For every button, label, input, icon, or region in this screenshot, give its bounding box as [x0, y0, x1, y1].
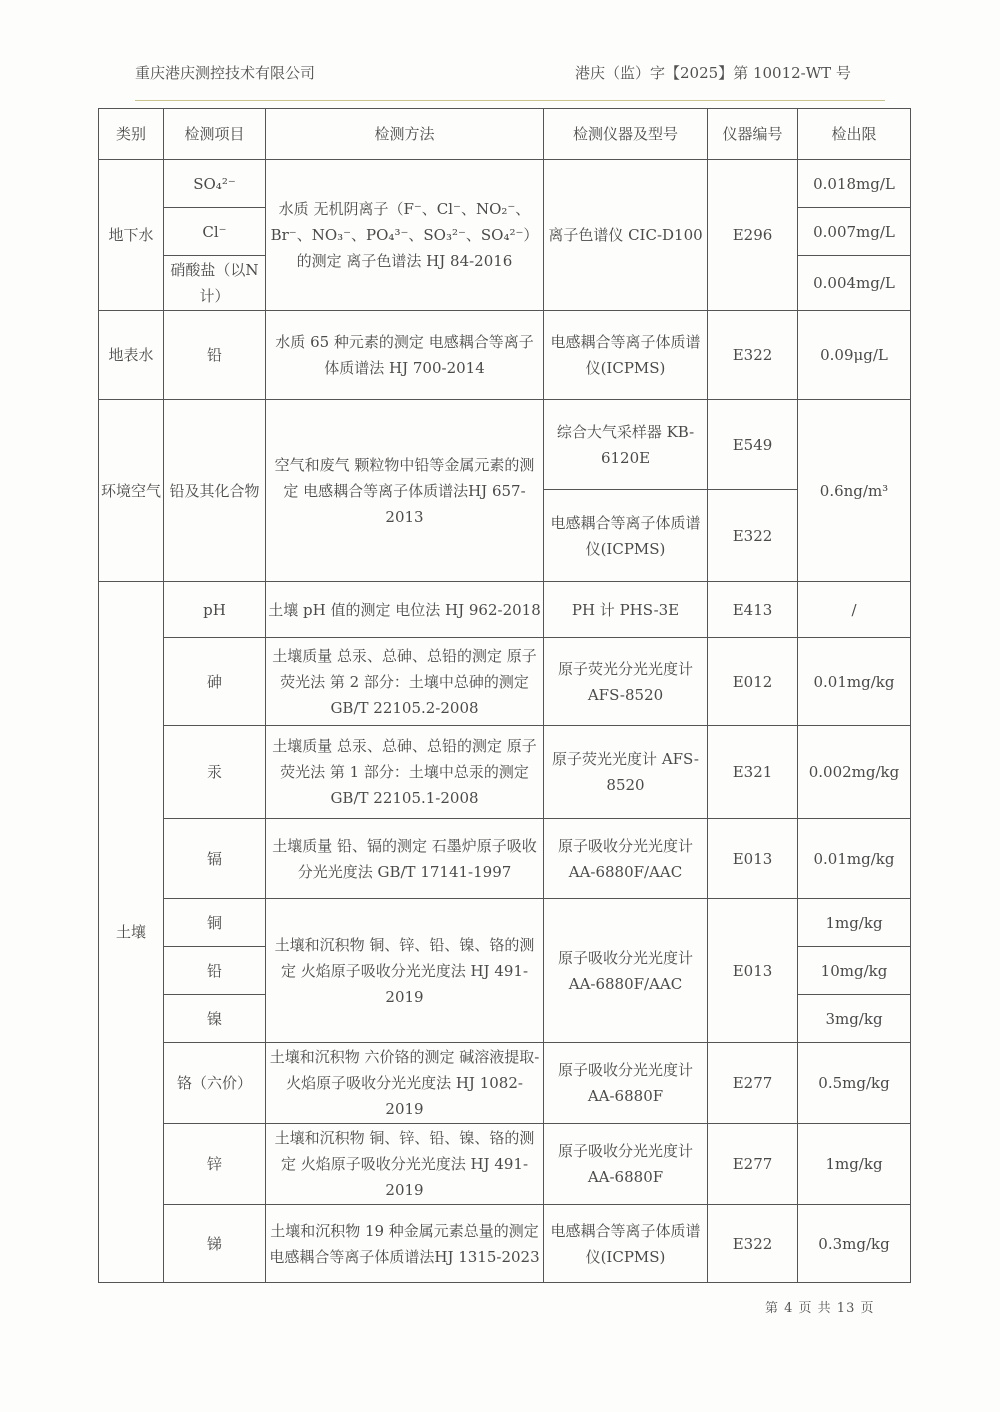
- item-arsenic: 砷: [164, 638, 266, 726]
- limit-copper: 1mg/kg: [798, 899, 911, 947]
- limit-nitrate: 0.004mg/L: [798, 256, 911, 311]
- item-chromium-vi: 铬（六价）: [164, 1043, 266, 1124]
- limit-surface-water: 0.09μg/L: [798, 311, 911, 400]
- instrument-ph: PH 计 PHS-3E: [544, 582, 708, 638]
- instrument-no-ph: E413: [708, 582, 798, 638]
- table-row: [99, 160, 911, 208]
- item-chloride: Cl⁻: [164, 208, 266, 256]
- header-method: 检测方法: [266, 109, 544, 160]
- table-row: [99, 726, 911, 819]
- table-row: [99, 1124, 911, 1205]
- instrument-air-sampler: 综合大气采样器 KB-6120E: [544, 400, 708, 490]
- header-item: 检测项目: [164, 109, 266, 160]
- table-row: [99, 582, 911, 638]
- instrument-mercury: 原子荧光光度计 AFS-8520: [544, 726, 708, 819]
- method-arsenic: 土壤质量 总汞、总砷、总铅的测定 原子荧光法 第 2 部分：土壤中总砷的测定 GB/T 22105.2-2008: [266, 638, 544, 726]
- instrument-no-arsenic: E012: [708, 638, 798, 726]
- item-copper: 铜: [164, 899, 266, 947]
- header-instrument-no: 仪器编号: [708, 109, 798, 160]
- limit-ambient-air: 0.6ng/m³: [798, 400, 911, 582]
- instrument-no-air-sampler: E549: [708, 400, 798, 490]
- instrument-no-icpms-air: E322: [708, 490, 798, 582]
- category-ambient-air: 环境空气: [99, 400, 164, 582]
- method-ph: 土壤 pH 值的测定 电位法 HJ 962-2018: [266, 582, 544, 638]
- table-row: [99, 899, 911, 947]
- header-divider: [135, 100, 885, 101]
- method-cadmium: 土壤质量 铅、镉的测定 石墨炉原子吸收分光光度法 GB/T 17141-1997: [266, 819, 544, 899]
- instrument-no-antimony: E322: [708, 1205, 798, 1283]
- limit-nickel: 3mg/kg: [798, 995, 911, 1043]
- document-number: 港庆（监）字【2025】第 10012-WT 号: [575, 64, 851, 82]
- table-row: [99, 1043, 911, 1124]
- table-header-row: [99, 109, 911, 160]
- method-mercury: 土壤质量 总汞、总砷、总铅的测定 原子荧光法 第 1 部分：土壤中总汞的测定 GB/T 22105.1-2008: [266, 726, 544, 819]
- table-row: [99, 1205, 911, 1283]
- page-number: 第 4 页 共 13 页: [765, 1301, 875, 1316]
- item-lead-compounds: 铅及其化合物: [164, 400, 266, 582]
- instrument-no-cadmium: E013: [708, 819, 798, 899]
- item-nitrate: 硝酸盐（以N计）: [164, 256, 266, 311]
- instrument-chromium-vi: 原子吸收分光光度计 AA-6880F: [544, 1043, 708, 1124]
- table-row: [99, 400, 911, 490]
- method-groundwater: 水质 无机阴离子（F⁻、Cl⁻、NO₂⁻、Br⁻、NO₃⁻、PO₄³⁻、SO₃²⁻、SO₄²⁻）的测定 离子色谱法 HJ 84-2016: [266, 160, 544, 311]
- item-sulfate: SO₄²⁻: [164, 160, 266, 208]
- limit-arsenic: 0.01mg/kg: [798, 638, 911, 726]
- limit-ph: /: [798, 582, 911, 638]
- instrument-cadmium: 原子吸收分光光度计 AA-6880F/AAC: [544, 819, 708, 899]
- instrument-no-copper-lead-nickel: E013: [708, 899, 798, 1043]
- method-chromium-vi: 土壤和沉积物 六价铬的测定 碱溶液提取-火焰原子吸收分光光度法 HJ 1082-2019: [266, 1043, 544, 1124]
- detection-methods-table: [98, 108, 911, 1283]
- limit-sulfate: 0.018mg/L: [798, 160, 911, 208]
- header-detection-limit: 检出限: [798, 109, 911, 160]
- table-row: [99, 311, 911, 400]
- method-zinc: 土壤和沉积物 铜、锌、铅、镍、铬的测定 火焰原子吸收分光光度法 HJ 491-2019: [266, 1124, 544, 1205]
- item-lead-surface: 铅: [164, 311, 266, 400]
- instrument-no-zinc: E277: [708, 1124, 798, 1205]
- limit-chromium-vi: 0.5mg/kg: [798, 1043, 911, 1124]
- instrument-surface-water: 电感耦合等离子体质谱仪(ICPMS): [544, 311, 708, 400]
- instrument-copper-lead-nickel: 原子吸收分光光度计 AA-6880F/AAC: [544, 899, 708, 1043]
- instrument-no-chromium-vi: E277: [708, 1043, 798, 1124]
- instrument-zinc: 原子吸收分光光度计 AA-6880F: [544, 1124, 708, 1205]
- limit-mercury: 0.002mg/kg: [798, 726, 911, 819]
- instrument-arsenic: 原子荧光分光光度计 AFS-8520: [544, 638, 708, 726]
- instrument-antimony: 电感耦合等离子体质谱仪(ICPMS): [544, 1205, 708, 1283]
- company-name: 重庆港庆测控技术有限公司: [135, 64, 316, 82]
- method-ambient-air: 空气和废气 颗粒物中铅等金属元素的测定 电感耦合等离子体质谱法HJ 657-2013: [266, 400, 544, 582]
- category-surface-water: 地表水: [99, 311, 164, 400]
- limit-antimony: 0.3mg/kg: [798, 1205, 911, 1283]
- category-groundwater: 地下水: [99, 160, 164, 311]
- header-instrument: 检测仪器及型号: [544, 109, 708, 160]
- limit-lead-soil: 10mg/kg: [798, 947, 911, 995]
- table-row: [99, 638, 911, 726]
- instrument-groundwater: 离子色谱仪 CIC-D100: [544, 160, 708, 311]
- instrument-no-surface-water: E322: [708, 311, 798, 400]
- limit-zinc: 1mg/kg: [798, 1124, 911, 1205]
- category-soil: 土壤: [99, 582, 164, 1283]
- method-surface-water: 水质 65 种元素的测定 电感耦合等离子体质谱法 HJ 700-2014: [266, 311, 544, 400]
- instrument-no-groundwater: E296: [708, 160, 798, 311]
- item-zinc: 锌: [164, 1124, 266, 1205]
- method-copper-lead-nickel: 土壤和沉积物 铜、锌、铅、镍、铬的测定 火焰原子吸收分光光度法 HJ 491-2019: [266, 899, 544, 1043]
- limit-chloride: 0.007mg/L: [798, 208, 911, 256]
- item-antimony: 锑: [164, 1205, 266, 1283]
- item-nickel: 镍: [164, 995, 266, 1043]
- item-cadmium: 镉: [164, 819, 266, 899]
- limit-cadmium: 0.01mg/kg: [798, 819, 911, 899]
- instrument-icpms-air: 电感耦合等离子体质谱仪(ICPMS): [544, 490, 708, 582]
- item-ph: pH: [164, 582, 266, 638]
- item-lead-soil: 铅: [164, 947, 266, 995]
- method-antimony: 土壤和沉积物 19 种金属元素总量的测定 电感耦合等离子体质谱法HJ 1315-2023: [266, 1205, 544, 1283]
- table-row: [99, 819, 911, 899]
- header-category: 类别: [99, 109, 164, 160]
- item-mercury: 汞: [164, 726, 266, 819]
- instrument-no-mercury: E321: [708, 726, 798, 819]
